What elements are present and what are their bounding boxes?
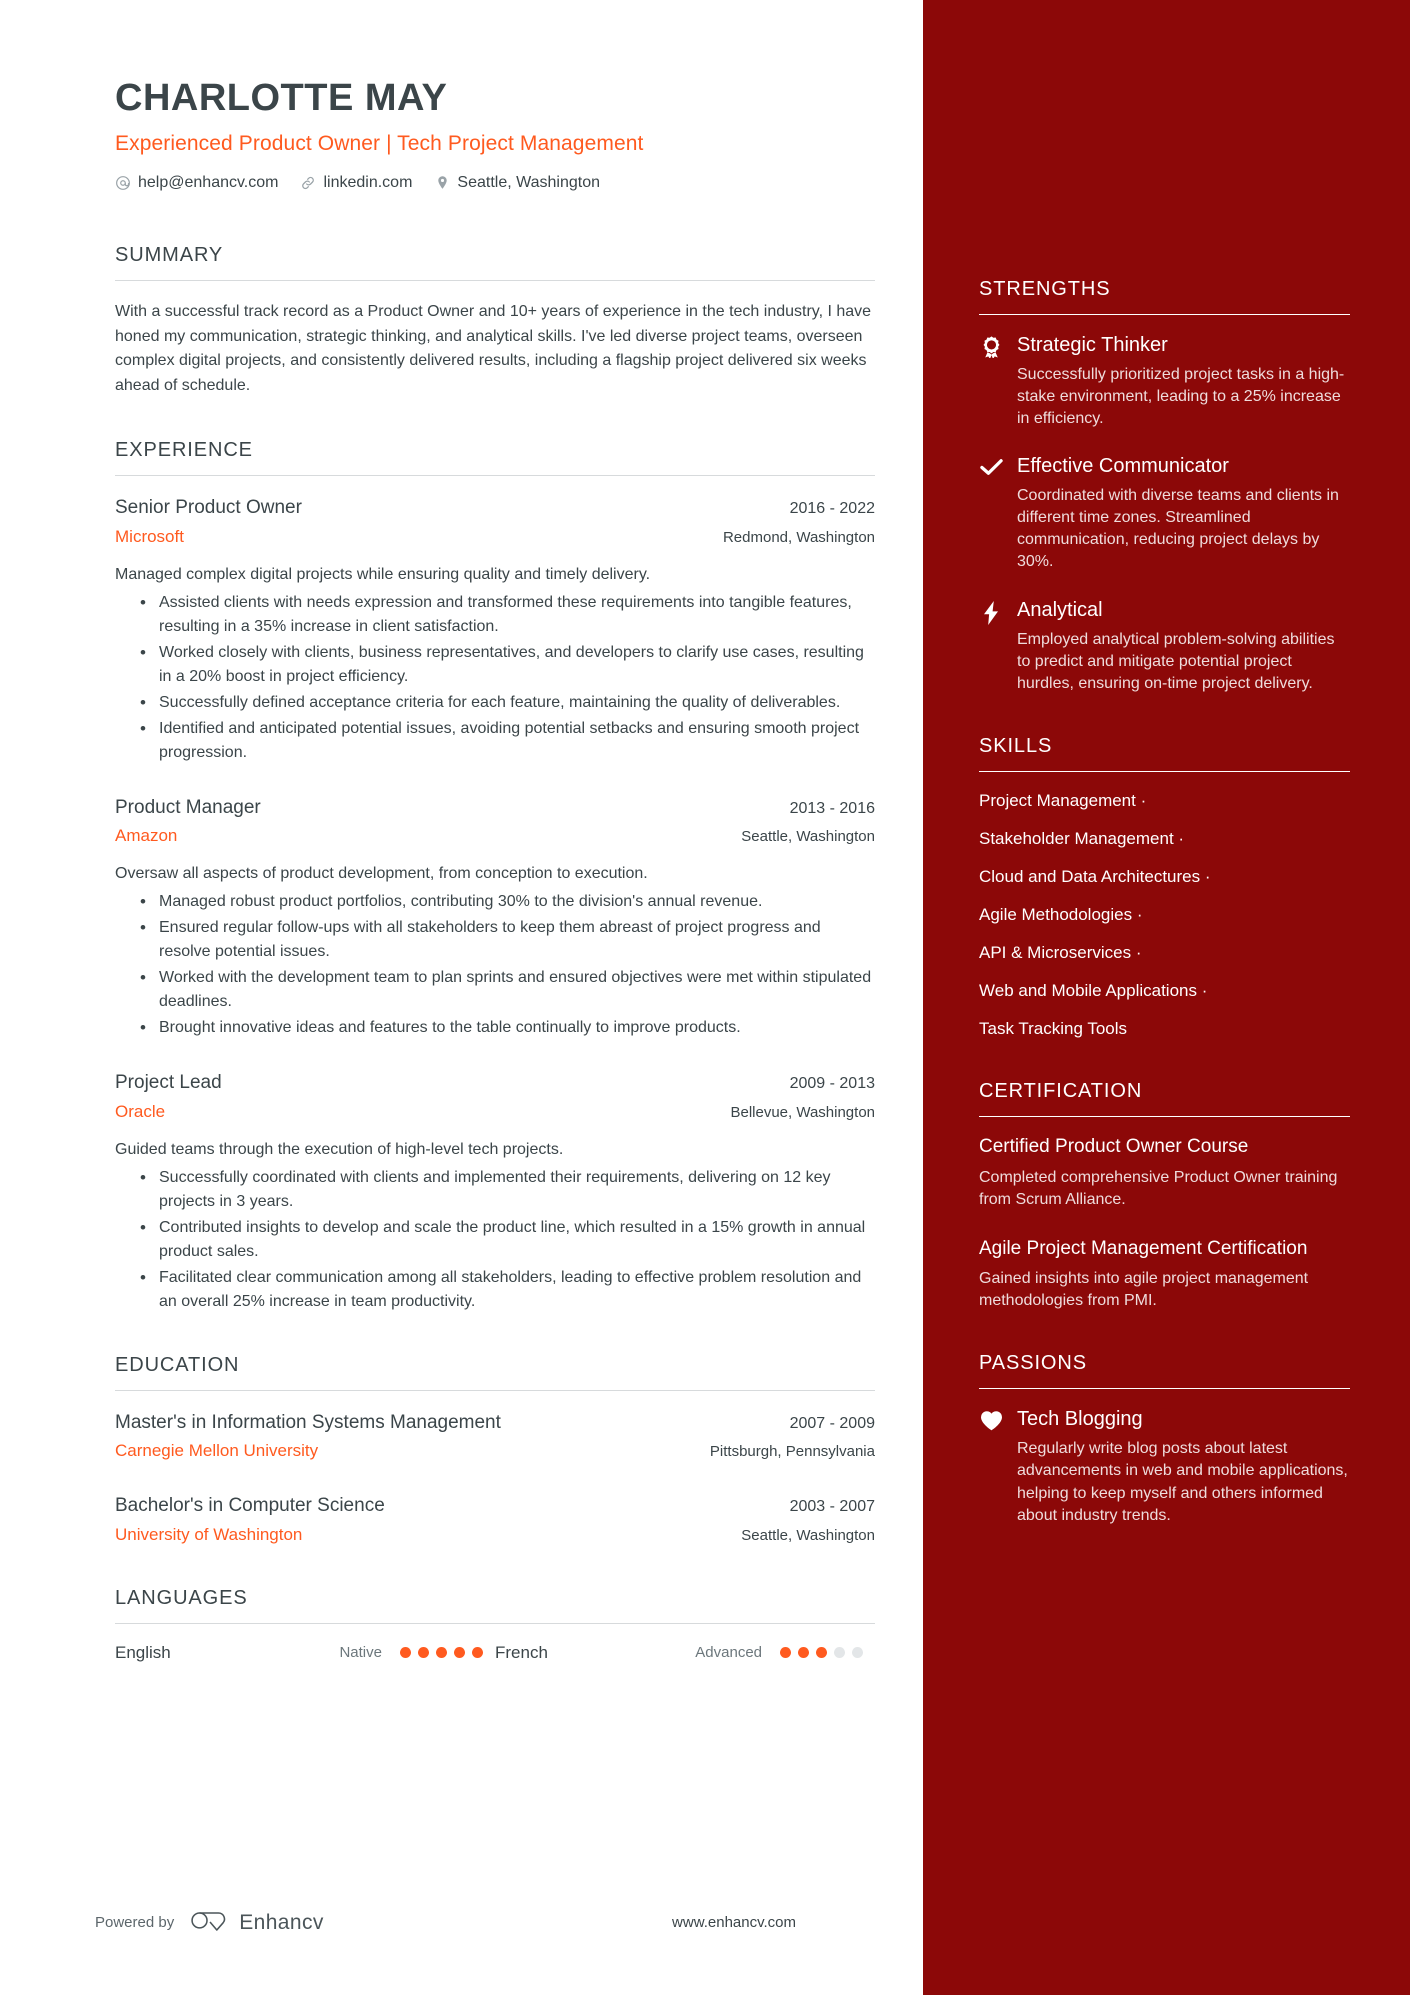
strength-item bbox=[979, 598, 1350, 695]
rating-dot bbox=[798, 1647, 809, 1658]
skill-label: Agile Methodologies bbox=[979, 905, 1133, 925]
page-title: CHARLOTTE MAY bbox=[115, 77, 448, 119]
skill-separator: · bbox=[1201, 981, 1208, 1001]
rating-dot bbox=[472, 1647, 483, 1658]
education-school: Carnegie Mellon University bbox=[115, 1441, 319, 1461]
lightning-bolt-icon bbox=[979, 598, 1003, 695]
skill-item bbox=[979, 828, 1350, 850]
language-level: Advanced bbox=[695, 1644, 762, 1662]
rating-dot bbox=[400, 1647, 411, 1658]
education-degree: Master's in Information Systems Management bbox=[115, 1411, 501, 1433]
contact-email[interactable] bbox=[115, 174, 278, 192]
certification-name: Agile Project Management Certification bbox=[979, 1237, 1308, 1259]
job-description: Oversaw all aspects of product development, from conception to execution. bbox=[115, 865, 648, 883]
language-name: English bbox=[115, 1642, 171, 1662]
education-entry bbox=[115, 1493, 875, 1547]
skill-item bbox=[979, 866, 1350, 888]
job-role: Senior Product Owner bbox=[115, 496, 302, 518]
job-company: Amazon bbox=[115, 826, 178, 846]
section-title-experience: EXPERIENCE bbox=[115, 439, 875, 476]
skill-item bbox=[979, 942, 1350, 964]
rating-dot bbox=[436, 1647, 447, 1658]
section-strengths bbox=[979, 278, 1350, 695]
strength-name: Effective Communicator bbox=[1017, 455, 1229, 478]
rating-dot bbox=[834, 1647, 845, 1658]
contact-linkedin-label: linkedin.com bbox=[323, 173, 413, 191]
job-location: Seattle, Washington bbox=[741, 828, 875, 846]
link-icon bbox=[300, 175, 316, 191]
skill-label: Cloud and Data Architectures bbox=[979, 866, 1201, 886]
language-name: French bbox=[495, 1642, 548, 1662]
section-education bbox=[115, 1354, 875, 1547]
education-date: 2003 - 2007 bbox=[789, 1498, 875, 1516]
award-ribbon-icon bbox=[979, 333, 1003, 430]
skill-item bbox=[979, 980, 1350, 1002]
job-company: Oracle bbox=[115, 1101, 166, 1121]
rating-dot bbox=[816, 1647, 827, 1658]
job-bullet: • Assisted clients with needs expression and transformed these requirements into tangible features, resulting in a 35% increase in client satisfaction. bbox=[137, 591, 875, 639]
skill-separator: · bbox=[1178, 828, 1185, 848]
job-date: 2013 - 2016 bbox=[789, 799, 875, 817]
rating-dot bbox=[780, 1647, 791, 1658]
section-certification bbox=[979, 1080, 1350, 1312]
section-title-education: EDUCATION bbox=[115, 1354, 875, 1391]
experience-entry bbox=[115, 495, 875, 765]
section-title-certification: CERTIFICATION bbox=[979, 1080, 1350, 1117]
language-level: Native bbox=[339, 1644, 382, 1662]
skill-item bbox=[979, 790, 1350, 812]
at-icon bbox=[115, 175, 131, 191]
section-experience bbox=[115, 439, 875, 1314]
job-role: Project Lead bbox=[115, 1072, 222, 1094]
powered-by-label: Powered by bbox=[95, 1914, 175, 1931]
job-bullets bbox=[115, 1166, 875, 1314]
certification-item bbox=[979, 1135, 1350, 1210]
strength-name: Strategic Thinker bbox=[1017, 334, 1168, 356]
strength-description: Coordinated with diverse teams and clients in different time zones. Streamlined communication, reducing project delays by 30%. bbox=[1017, 487, 1339, 571]
skill-label: Project Management bbox=[979, 790, 1136, 810]
resume-sidebar bbox=[923, 0, 1410, 1995]
rating-dot bbox=[418, 1647, 429, 1658]
education-entry bbox=[115, 1410, 875, 1464]
enhancv-logo-icon bbox=[190, 1908, 230, 1937]
certification-item bbox=[979, 1237, 1350, 1312]
location-pin-icon bbox=[434, 175, 450, 191]
skill-separator: · bbox=[1140, 790, 1147, 810]
certification-description: Gained insights into agile project management methodologies from PMI. bbox=[979, 1270, 1309, 1310]
contact-row bbox=[115, 174, 875, 192]
passion-name: Tech Blogging bbox=[1017, 1408, 1143, 1431]
job-date: 2016 - 2022 bbox=[789, 499, 875, 517]
languages-list bbox=[115, 1643, 875, 1663]
checkmark-icon bbox=[979, 454, 1003, 573]
skill-separator: · bbox=[1136, 905, 1143, 925]
job-description: Managed complex digital projects while ensuring quality and timely delivery. bbox=[115, 565, 651, 583]
language-rating-dots bbox=[400, 1647, 483, 1658]
section-passions bbox=[979, 1352, 1350, 1526]
job-company: Microsoft bbox=[115, 526, 184, 546]
job-bullets bbox=[115, 890, 875, 1040]
job-location: Redmond, Washington bbox=[722, 528, 875, 546]
section-title-skills: SKILLS bbox=[979, 735, 1350, 772]
section-title-strengths: STRENGTHS bbox=[979, 278, 1350, 315]
skill-separator: · bbox=[1135, 943, 1142, 963]
rating-dot bbox=[454, 1647, 465, 1658]
job-bullet: • Worked with the development team to plan sprints and ensured objectives were met within stipulated deadlines. bbox=[137, 966, 875, 1014]
contact-linkedin[interactable] bbox=[300, 174, 412, 192]
job-bullet: • Contributed insights to develop and scale the product line, which resulted in a 15% growth in annual product sales. bbox=[137, 1216, 875, 1264]
certification-name: Certified Product Owner Course bbox=[979, 1136, 1249, 1158]
skill-label: API & Microservices bbox=[979, 943, 1132, 963]
section-languages bbox=[115, 1587, 875, 1663]
job-bullet: • Successfully coordinated with clients and implemented their requirements, delivering on 12 key projects in 3 years. bbox=[137, 1166, 875, 1214]
job-bullets bbox=[115, 591, 875, 765]
language-rating-dots bbox=[780, 1647, 863, 1658]
rating-dot bbox=[852, 1647, 863, 1658]
education-location: Seattle, Washington bbox=[741, 1526, 875, 1544]
strength-item bbox=[979, 454, 1350, 573]
resume-header bbox=[115, 78, 875, 192]
education-degree: Bachelor's in Computer Science bbox=[115, 1495, 385, 1517]
section-summary bbox=[115, 244, 875, 399]
education-location: Pittsburgh, Pennsylvania bbox=[709, 1443, 875, 1461]
contact-email-label: help@enhancv.com bbox=[138, 173, 279, 191]
heart-icon bbox=[979, 1407, 1003, 1526]
enhancv-brand-name: Enhancv bbox=[239, 1910, 324, 1934]
job-bullet: • Managed robust product portfolios, contributing 30% to the division's annual revenue. bbox=[137, 890, 875, 914]
passion-description: Regularly write blog posts about latest advancements in web and mobile applications, helping to keep myself and others informed about industry trends. bbox=[1017, 1440, 1348, 1524]
passion-item bbox=[979, 1407, 1350, 1526]
job-bullet: • Facilitated clear communication among all stakeholders, leading to effective problem resolution and an overall 25% increase in team productivity. bbox=[137, 1266, 875, 1314]
professional-headline: Experienced Product Owner | Tech Project Management bbox=[115, 131, 644, 155]
strength-description: Successfully prioritized project tasks in a high-stake environment, leading to a 25% increase in efficiency. bbox=[1017, 366, 1345, 428]
contact-location bbox=[434, 174, 600, 192]
certification-description: Completed comprehensive Product Owner training from Scrum Alliance. bbox=[979, 1168, 1338, 1208]
job-date: 2009 - 2013 bbox=[789, 1075, 875, 1093]
skill-label: Task Tracking Tools bbox=[979, 1019, 1128, 1039]
skill-item bbox=[979, 904, 1350, 926]
job-description: Guided teams through the execution of high-level tech projects. bbox=[115, 1140, 564, 1158]
skill-label: Stakeholder Management bbox=[979, 828, 1174, 848]
footer-website-url[interactable]: www.enhancv.com bbox=[672, 1914, 796, 1931]
experience-entry bbox=[115, 1070, 875, 1314]
job-bullet: • Successfully defined acceptance criteria for each feature, maintaining the quality of deliverables. bbox=[137, 691, 875, 715]
strength-description: Employed analytical problem-solving abilities to predict and mitigate potential project hurdles, ensuring on-time project delivery. bbox=[1017, 630, 1335, 692]
skill-label: Web and Mobile Applications bbox=[979, 981, 1197, 1001]
page-footer bbox=[95, 1908, 818, 1937]
strength-name: Analytical bbox=[1017, 598, 1103, 621]
job-bullet: • Brought innovative ideas and features to the table continually to improve products. bbox=[137, 1016, 875, 1040]
job-bullet: • Worked closely with clients, business representatives, and developers to clarify use cases, resulting in a 20% boost in project efficiency. bbox=[137, 641, 875, 689]
skill-item bbox=[979, 1018, 1350, 1040]
job-location: Bellevue, Washington bbox=[730, 1103, 875, 1121]
section-title-passions: PASSIONS bbox=[979, 1352, 1350, 1389]
section-skills bbox=[979, 735, 1350, 1041]
job-bullet: • Identified and anticipated potential issues, avoiding potential setbacks and ensuring smooth project progression. bbox=[137, 717, 875, 765]
contact-location-label: Seattle, Washington bbox=[457, 173, 601, 191]
skill-separator: · bbox=[1204, 866, 1211, 886]
education-school: University of Washington bbox=[115, 1524, 303, 1544]
section-title-languages: LANGUAGES bbox=[115, 1587, 875, 1624]
language-item bbox=[115, 1643, 495, 1663]
powered-by-block bbox=[95, 1908, 324, 1937]
section-title-summary: SUMMARY bbox=[115, 244, 875, 281]
job-bullet: • Ensured regular follow-ups with all stakeholders to keep them abreast of project progress and resolve potential issues. bbox=[137, 916, 875, 964]
strength-item bbox=[979, 333, 1350, 430]
experience-entry bbox=[115, 795, 875, 1041]
summary-text: With a successful track record as a Product Owner and 10+ years of experience in the tech industry, I have honed my communication, strategic thinking, and analytical skills. I've led diverse project teams, overseen complex digital projects, and consistently delivered results, including a flagship project delivered six weeks ahead of schedule. bbox=[115, 302, 872, 395]
language-item bbox=[495, 1643, 875, 1663]
enhancv-brand bbox=[190, 1908, 324, 1937]
job-role: Product Manager bbox=[115, 796, 261, 818]
education-date: 2007 - 2009 bbox=[789, 1414, 875, 1432]
